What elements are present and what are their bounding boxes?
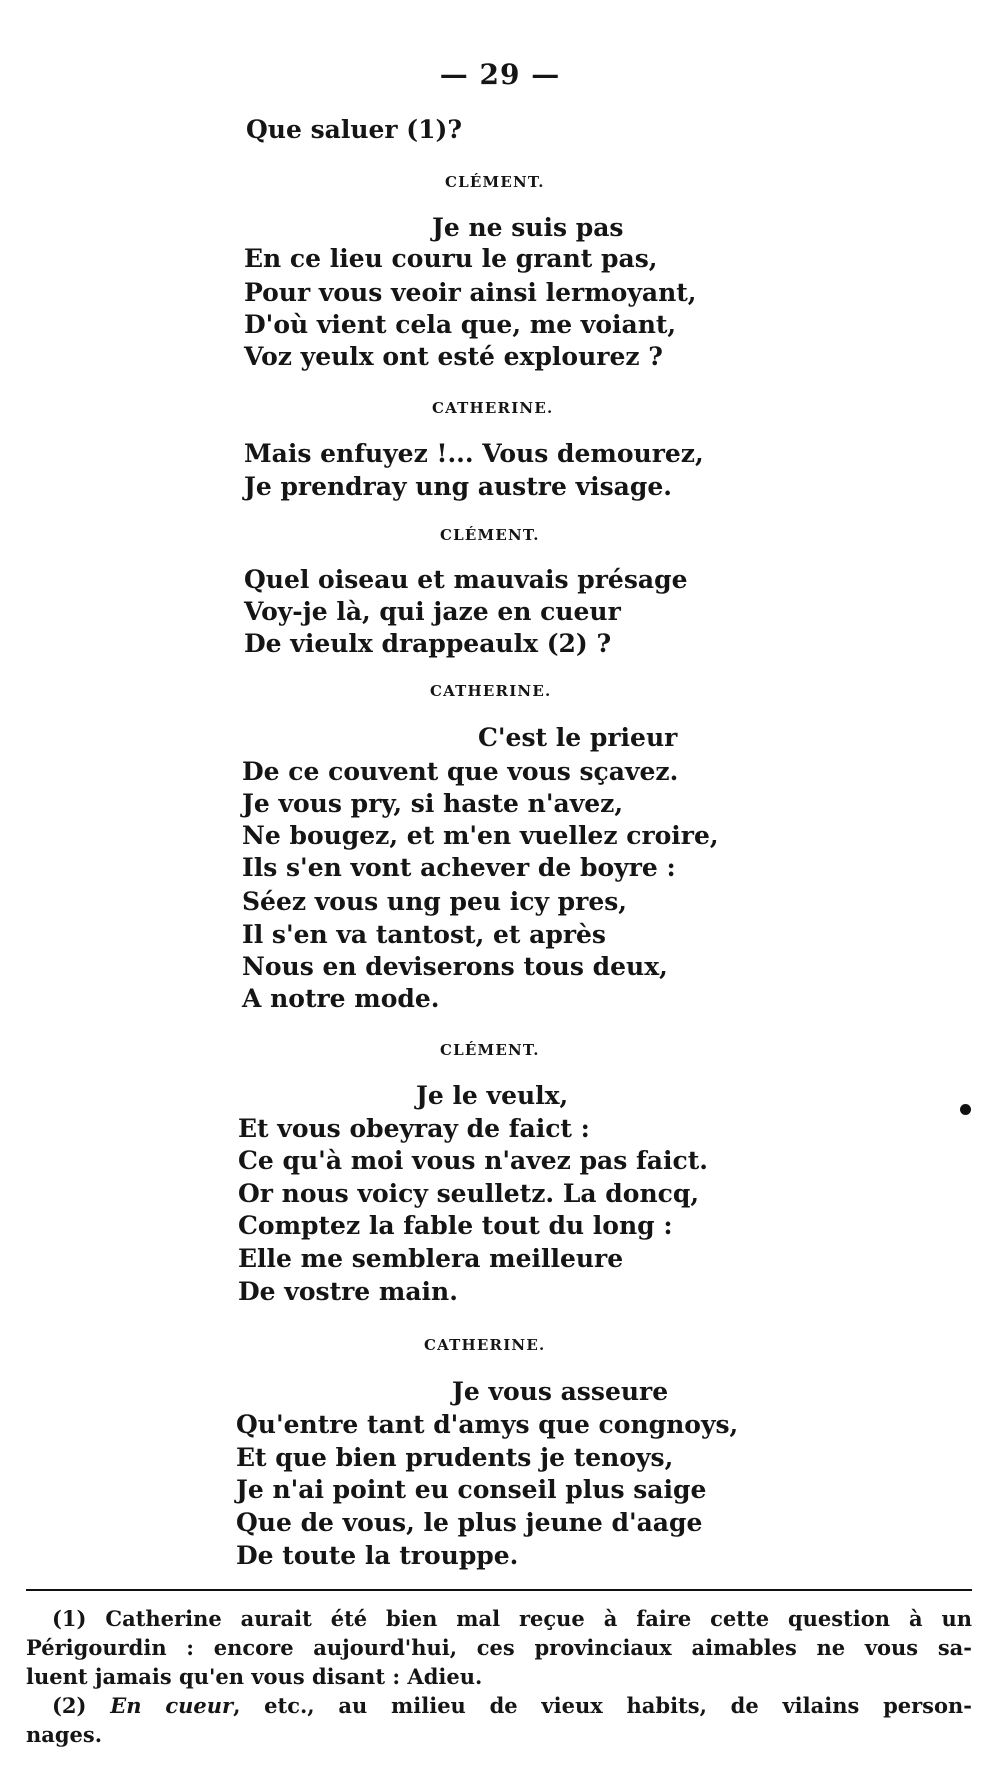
verse-line: Comptez la fable tout du long :	[238, 1211, 673, 1240]
verse-line: Voz yeulx ont esté explourez ?	[244, 342, 663, 371]
verse-line: Que de vous, le plus jeune d'aage	[236, 1508, 703, 1537]
verse-line: Ils s'en vont achever de boyre :	[242, 853, 676, 882]
verse-line: C'est le prieur	[478, 723, 678, 752]
speaker-name: CATHERINE.	[430, 682, 552, 700]
verse-line: Je prendray ung austre visage.	[244, 472, 672, 501]
verse-line: Je ne suis pas	[432, 213, 624, 242]
footnote-2-text: , etc., au milieu de vieux habits, de vilains person-	[233, 1693, 972, 1718]
verse-line: Or nous voicy seulletz. La doncq,	[238, 1179, 700, 1208]
speaker-name: CATHERINE.	[432, 399, 554, 417]
verse-line: Séez vous ung peu icy pres,	[242, 887, 628, 916]
footnote-divider	[26, 1589, 972, 1591]
verse-line: Et que bien prudents je tenoys,	[236, 1443, 674, 1472]
verse-line: Et vous obeyray de faict :	[238, 1114, 590, 1143]
verse-line: De vostre main.	[238, 1277, 458, 1306]
page-number: — 29 —	[439, 58, 561, 91]
speaker-name: CATHERINE.	[424, 1336, 546, 1354]
footnote-2-italic-term: En cueur	[110, 1693, 234, 1718]
verse-line: De ce couvent que vous sçavez.	[242, 757, 679, 786]
verse-line: Que saluer (1)?	[246, 115, 462, 144]
verse-line: Nous en deviserons tous deux,	[242, 952, 668, 981]
verse-line: Mais enfuyez !... Vous demourez,	[244, 439, 704, 468]
verse-line: Pour vous veoir ainsi lermoyant,	[244, 278, 697, 307]
speaker-name: CLÉMENT.	[440, 526, 540, 544]
verse-line: Je vous asseure	[452, 1377, 669, 1406]
verse-line: Ce qu'à moi vous n'avez pas faict.	[238, 1146, 708, 1175]
verse-line: Je n'ai point eu conseil plus saige	[236, 1475, 707, 1504]
speaker-name: CLÉMENT.	[440, 1041, 540, 1059]
footnote-1-line-3: luent jamais qu'en vous disant : Adieu.	[26, 1664, 483, 1689]
speaker-name: CLÉMENT.	[445, 173, 545, 191]
verse-line: Il s'en va tantost, et après	[242, 920, 607, 949]
footnote-2-line-1	[26, 1691, 972, 1720]
verse-line: En ce lieu couru le grant pas,	[244, 244, 658, 273]
verse-line: D'où vient cela que, me voiant,	[244, 310, 677, 339]
verse-line: A notre mode.	[242, 984, 440, 1013]
verse-line: De vieulx drappeaulx (2) ?	[244, 629, 612, 658]
verse-line: Quel oiseau et mauvais présage	[244, 565, 688, 594]
footnote-1-line-1: (1) Catherine aurait été bien mal reçue à faire cette question à un	[52, 1606, 972, 1631]
verse-line: Voy-je là, qui jaze en cueur	[244, 597, 621, 626]
footnote-2-line-2: nages.	[26, 1722, 103, 1747]
footnote-2-marker: (2)	[52, 1693, 87, 1718]
verse-line: De toute la trouppe.	[236, 1541, 519, 1570]
verse-line: Elle me semblera meilleure	[238, 1244, 624, 1273]
ink-spot	[960, 1104, 971, 1115]
footnote-1-line-2: Périgourdin : encore aujourd'hui, ces provinciaux aimables ne vous sa-	[26, 1635, 972, 1660]
verse-line: Ne bougez, et m'en vuellez croire,	[242, 821, 719, 850]
verse-line: Je le veulx,	[416, 1081, 569, 1110]
verse-line: Qu'entre tant d'amys que congnoys,	[236, 1410, 739, 1439]
verse-line: Je vous pry, si haste n'avez,	[242, 789, 624, 818]
